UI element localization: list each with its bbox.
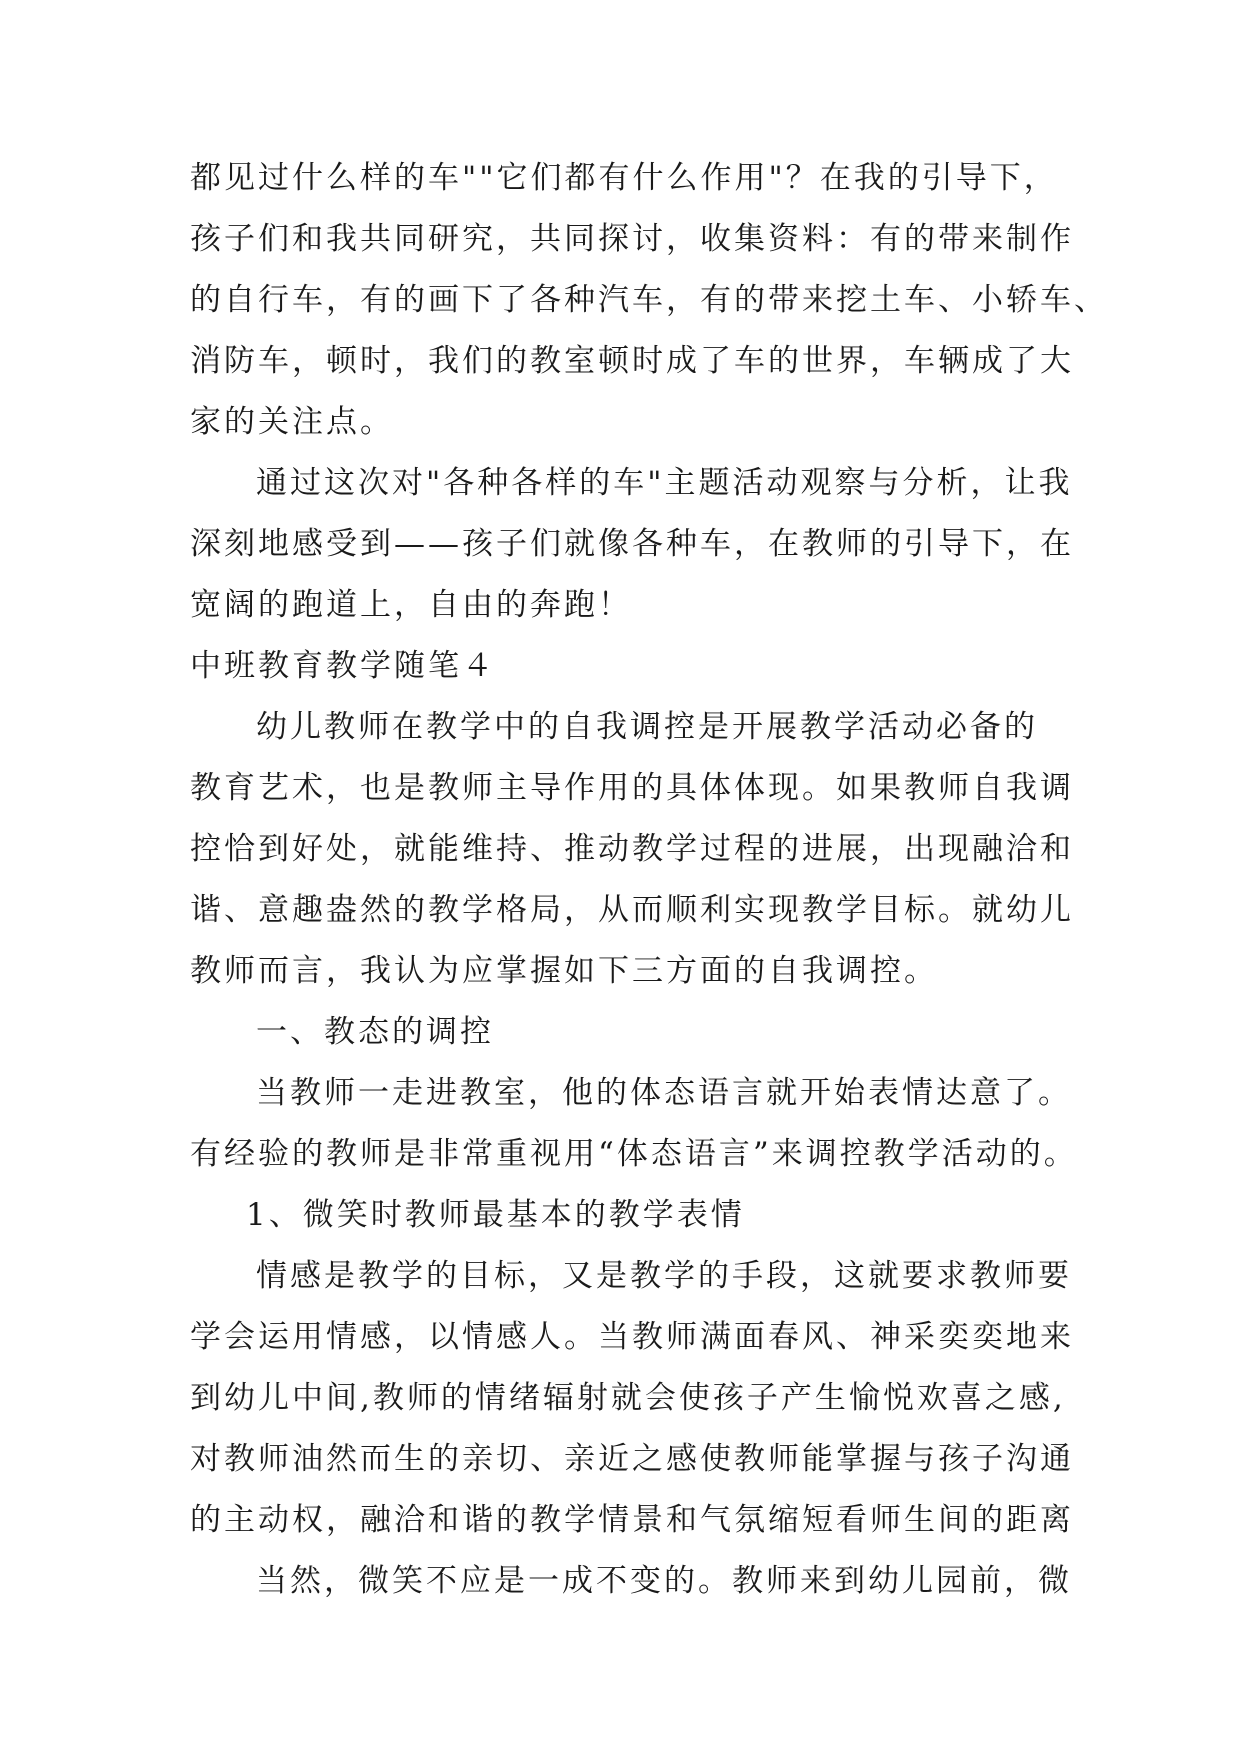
subheading: 1、微笑时教师最基本的教学表情 [246,1197,745,1233]
paragraph-start-line: 当然，微笑不应是一成不变的。教师来到幼儿园前，微 [256,1563,1072,1599]
text-line: 家的关注点。 [190,404,394,440]
text-line: 对教师油然而生的亲切、亲近之感使教师能掌握与孩子沟通 [190,1441,1074,1477]
text-line: 教育艺术，也是教师主导作用的具体体现。如果教师自我调 [190,770,1074,806]
text-line: 都见过什么样的车""它们都有什么作用"？在我的引导下， [190,160,1058,196]
text-line: 控恰到好处，就能维持、推动教学过程的进展，出现融洽和 [190,831,1074,867]
subheading: 一、教态的调控 [256,1014,494,1050]
paragraph-start-line: 通过这次对"各种各样的车"主题活动观察与分析，让我 [256,465,1073,501]
text-line: 宽阔的跑道上，自由的奔跑！ [190,587,632,623]
paragraph-start-line: 情感是教学的目标，又是教学的手段，这就要求教师要 [256,1258,1072,1294]
text-line: 到幼儿中间,教师的情绪辐射就会使孩子产生愉悦欢喜之感, [190,1380,1066,1416]
text-line: 消防车，顿时，我们的教室顿时成了车的世界，车辆成了大 [190,343,1074,379]
text-line: 谐、意趣盎然的教学格局，从而顺利实现教学目标。就幼儿 [190,892,1074,928]
text-line: 深刻地感受到——孩子们就像各种车，在教师的引导下，在 [190,526,1074,562]
text-line: 有经验的教师是非常重视用“体态语言”来调控教学活动的。 [190,1136,1078,1172]
text-line: 的主动权，融洽和谐的教学情景和气氛缩短看师生间的距离 [190,1502,1074,1538]
text-line: 的自行车，有的画下了各种汽车，有的带来挖土车、小轿车、 [190,282,1108,318]
text-line: 教师而言，我认为应掌握如下三方面的自我调控。 [190,953,938,989]
paragraph-start-line: 当教师一走进教室，他的体态语言就开始表情达意了。 [256,1075,1072,1111]
paragraph-start-line: 幼儿教师在教学中的自我调控是开展教学活动必备的 [256,709,1038,745]
section-heading: 中班教育教学随笔４ [190,648,496,684]
text-line: 孩子们和我共同研究，共同探讨，收集资料：有的带来制作 [190,221,1074,257]
text-line: 学会运用情感，以情感人。当教师满面春风、神采奕奕地来 [190,1319,1074,1355]
